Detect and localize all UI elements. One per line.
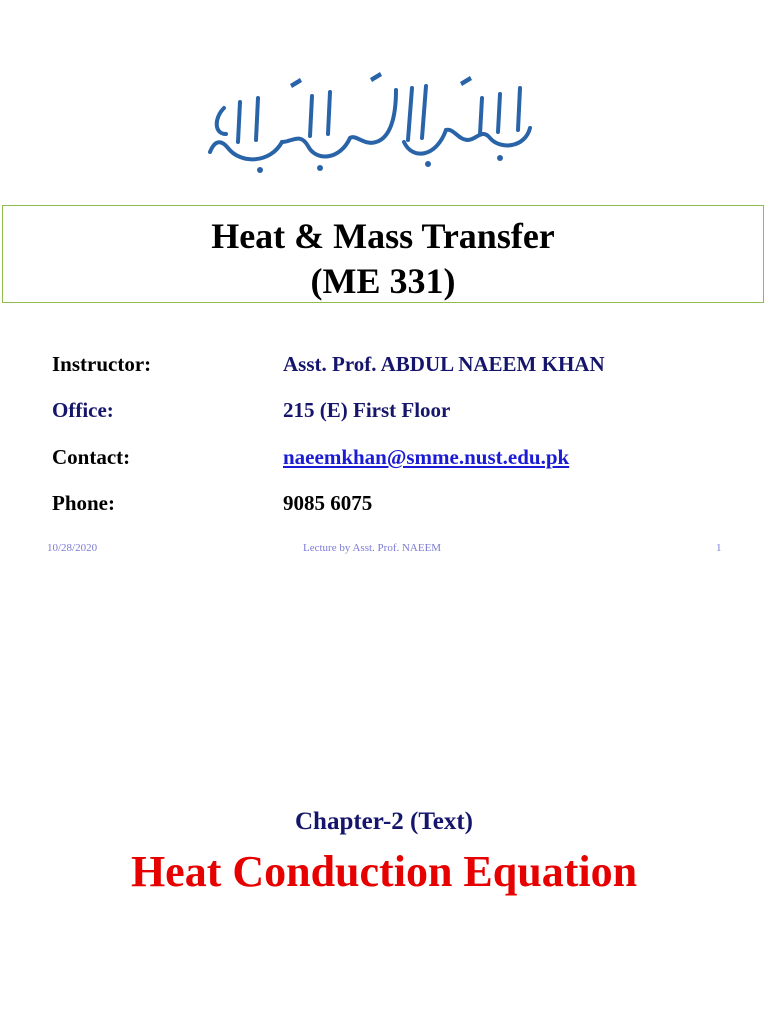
office-value: 215 (E) First Floor [283,398,451,422]
title-box [2,205,764,303]
bismillah-calligraphy-image [200,68,545,178]
contact-email-link[interactable]: naeemkhan@smme.nust.edu.pk [283,445,570,469]
chapter-label: Chapter-2 (Text) [295,808,473,835]
footer-lecture: Lecture by Asst. Prof. NAEEM [303,542,442,554]
instructor-value: Asst. Prof. ABDUL NAEEM KHAN [283,352,605,376]
phone-label: Phone: [52,491,115,515]
phone-value: 9085 6075 [283,491,373,515]
course-code: (ME 331) [310,261,456,301]
office-label: Office: [52,398,114,422]
instructor-label: Instructor: [52,352,152,376]
contact-label: Contact: [52,445,131,469]
course-title: Heat & Mass Transfer [211,216,555,256]
footer-page-number: 1 [716,542,722,554]
chapter-heading: Heat Conduction Equation [130,847,638,896]
slide-2 [0,576,768,1024]
footer-date: 10/28/2020 [47,542,98,554]
